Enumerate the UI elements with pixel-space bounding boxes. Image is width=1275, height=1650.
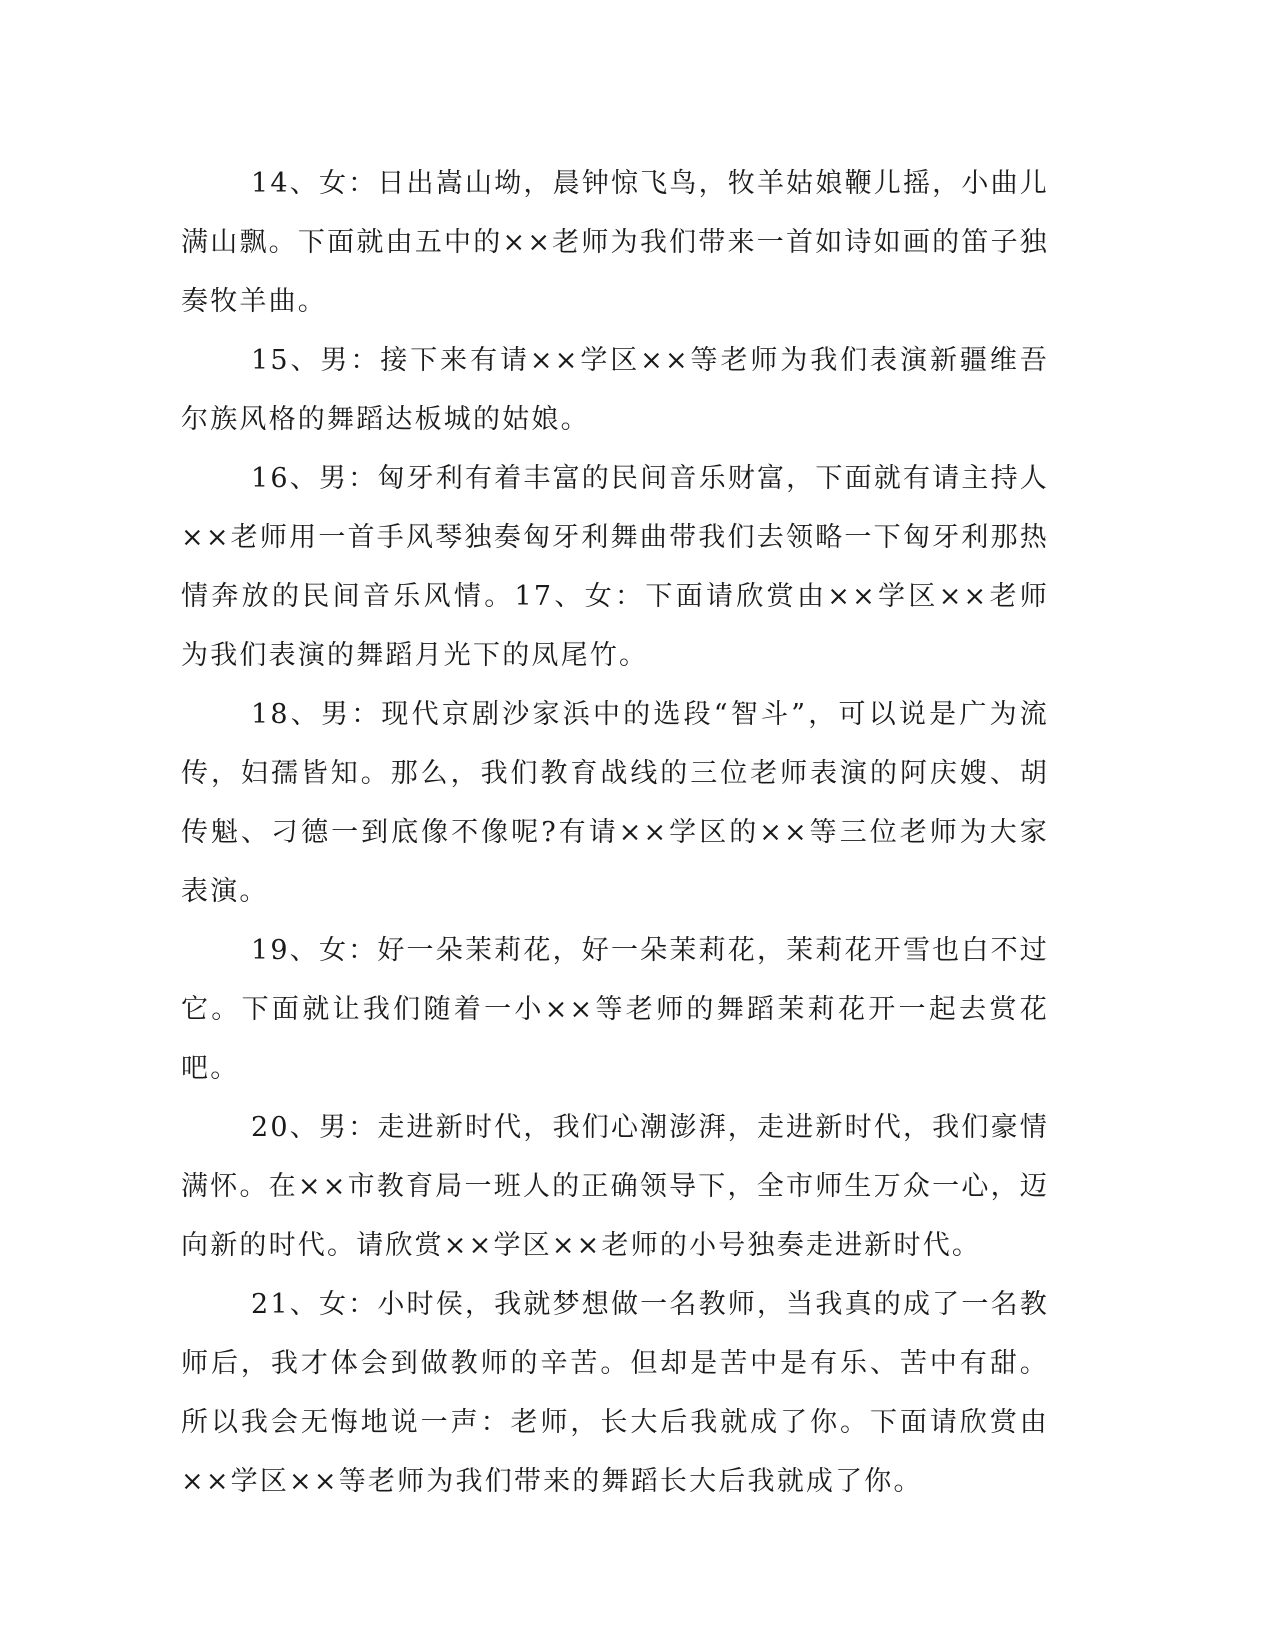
paragraph-20: 20、男：走进新时代，我们心潮澎湃，走进新时代，我们豪情满怀。在××市教育局一班人的正确领导下，全市师生万众一心，迈向新的时代。请欣赏××学区××老师的小号独奏走进新时代。	[181, 1112, 1049, 1261]
paragraph-18: 18、男：现代京剧沙家浜中的选段“智斗”，可以说是广为流传，妇孺皆知。那么，我们教育战线的三位老师表演的阿庆嫂、胡传魁、刁德一到底像不像呢?有请××学区的××等三位老师为大家表演。	[181, 699, 1049, 907]
paragraph-16-17: 16、男：匈牙利有着丰富的民间音乐财富，下面就有请主持人××老师用一首手风琴独奏匈牙利舞曲带我们去领略一下匈牙利那热情奔放的民间音乐风情。17、女：下面请欣赏由××学区××老师为我们表演的舞蹈月光下的凤尾竹。	[181, 463, 1049, 671]
paragraph-21: 21、女：小时侯，我就梦想做一名教师，当我真的成了一名教师后，我才体会到做教师的辛苦。但却是苦中是有乐、苦中有甜。所以我会无悔地说一声：老师，长大后我就成了你。下面请欣赏由××学区××等老师为我们带来的舞蹈长大后我就成了你。	[181, 1289, 1049, 1497]
paragraph-15: 15、男：接下来有请××学区××等老师为我们表演新疆维吾尔族风格的舞蹈达板城的姑娘。	[181, 345, 1049, 435]
paragraph-19: 19、女：好一朵茉莉花，好一朵茉莉花，茉莉花开雪也白不过它。下面就让我们随着一小××等老师的舞蹈茉莉花开一起去赏花吧。	[181, 935, 1049, 1084]
paragraph-14: 14、女：日出嵩山坳，晨钟惊飞鸟，牧羊姑娘鞭儿摇，小曲儿满山飘。下面就由五中的××老师为我们带来一首如诗如画的笛子独奏牧羊曲。	[181, 168, 1049, 317]
document-body	[181, 154, 1049, 1511]
